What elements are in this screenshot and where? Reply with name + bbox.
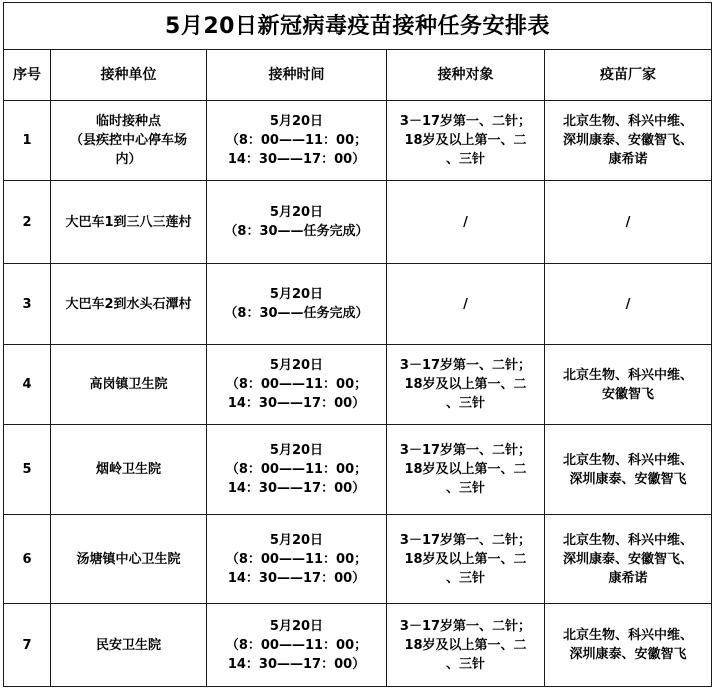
cell-target-line: / — [463, 296, 468, 312]
cell-target-line: 3－17岁第一、二针； — [399, 532, 532, 548]
cell-time-line: 14：30——17：00） — [227, 570, 366, 586]
cell-unit-line: 烟岭卫生院 — [95, 462, 161, 477]
cell-unit — [51, 345, 207, 425]
cell-time-line: （8：00——11：00； — [225, 637, 368, 653]
cell-time — [207, 264, 387, 345]
vaccination-schedule-table — [3, 2, 712, 687]
cell-target-line: 、三针 — [445, 152, 485, 167]
cell-target-line: 18岁及以上第一、二 — [404, 133, 527, 148]
cell-no: 5 — [4, 425, 51, 515]
cell-unit-line: 高岗镇卫生院 — [89, 377, 168, 392]
table-row — [4, 101, 712, 181]
cell-time-line: （8：30——任务完成） — [224, 224, 369, 239]
cell-time-line: （8：00——11：00； — [225, 462, 368, 477]
cell-vendor-line: / — [625, 296, 631, 312]
cell-target-line: 3－17岁第一、二针； — [399, 358, 532, 373]
table-row — [4, 515, 712, 604]
cell-vendor-line: 康希诺 — [608, 570, 648, 586]
cell-target-line: 18岁及以上第一、二 — [404, 551, 527, 567]
cell-target-line: / — [463, 214, 468, 230]
cell-target-line: 、三针 — [445, 396, 485, 411]
cell-unit-line: 民安卫生院 — [95, 637, 161, 653]
cell-unit-line: 汤塘镇中心卫生院 — [76, 551, 181, 567]
cell-target-line: 3－17岁第一、二针； — [399, 443, 532, 458]
cell-target — [387, 345, 545, 425]
cell-vendor-line: 北京生物、科兴中维、 — [563, 532, 694, 548]
cell-no: 6 — [4, 515, 51, 604]
cell-time-line: 5月20日 — [269, 114, 324, 129]
cell-target-line: 、三针 — [445, 481, 485, 496]
cell-vendor-line: 北京生物、科兴中维、 — [563, 452, 694, 468]
cell-vendor-line: 深圳康泰、安徽智飞、 — [563, 551, 694, 567]
cell-time-line: （8：00——11：00； — [225, 133, 368, 148]
cell-time-line: 14：30——17：00） — [227, 656, 366, 672]
cell-vendor — [545, 425, 712, 515]
cell-no: 1 — [4, 101, 51, 181]
cell-time-line: 5月20日 — [269, 532, 324, 548]
cell-time — [207, 181, 387, 264]
cell-time — [207, 604, 387, 687]
header-row — [4, 50, 712, 101]
cell-time-line: 14：30——17：00） — [227, 152, 366, 167]
cell-vendor — [545, 515, 712, 604]
header-unit: 接种单位 — [51, 50, 207, 101]
header-vendor: 疫苗厂家 — [545, 50, 712, 101]
table-title: 5月20日新冠病毒疫苗接种任务安排表 — [4, 3, 712, 50]
cell-vendor — [545, 264, 712, 345]
cell-target — [387, 181, 545, 264]
cell-vendor-line: 安徽智飞 — [602, 386, 655, 402]
table-row — [4, 345, 712, 425]
cell-vendor — [545, 181, 712, 264]
cell-target-line: 18岁及以上第一、二 — [404, 462, 527, 477]
header-no: 序号 — [4, 50, 51, 101]
cell-unit — [51, 264, 207, 345]
cell-unit-line: （县疾控中心停车场 — [69, 133, 187, 148]
cell-no: 4 — [4, 345, 51, 425]
cell-vendor-line: 深圳康泰、安徽智飞 — [569, 647, 687, 662]
cell-target — [387, 425, 545, 515]
cell-vendor-line: 北京生物、科兴中维、 — [563, 367, 694, 383]
cell-time-line: 5月20日 — [269, 618, 324, 634]
cell-time-line: 14：30——17：00） — [227, 396, 366, 411]
cell-unit — [51, 101, 207, 181]
cell-time — [207, 101, 387, 181]
cell-vendor — [545, 345, 712, 425]
cell-vendor — [545, 101, 712, 181]
table-row — [4, 425, 712, 515]
cell-target-line: 、三针 — [445, 656, 485, 672]
cell-vendor — [545, 604, 712, 687]
cell-target — [387, 515, 545, 604]
cell-target-line: 18岁及以上第一、二 — [404, 637, 527, 653]
cell-target-line: 3－17岁第一、二针； — [399, 618, 532, 634]
cell-time-line: （8：00——11：00； — [225, 377, 368, 392]
cell-target — [387, 101, 545, 181]
header-target: 接种对象 — [387, 50, 545, 101]
cell-time-line: 5月20日 — [269, 287, 324, 302]
cell-time — [207, 425, 387, 515]
cell-unit — [51, 604, 207, 687]
cell-no: 3 — [4, 264, 51, 345]
cell-vendor-line: 深圳康泰、安徽智飞 — [569, 471, 687, 487]
cell-vendor-line: 北京生物、科兴中维、 — [563, 114, 694, 129]
cell-target-line: 18岁及以上第一、二 — [404, 377, 527, 392]
cell-unit — [51, 181, 207, 264]
table-row — [4, 264, 712, 345]
cell-unit-line: 内） — [115, 152, 142, 167]
cell-time — [207, 515, 387, 604]
cell-time-line: （8：30——任务完成） — [224, 306, 369, 321]
cell-target-line: 、三针 — [445, 570, 485, 586]
header-time: 接种时间 — [207, 50, 387, 101]
cell-time-line: 5月20日 — [269, 358, 324, 373]
cell-time-line: 14：30——17：00） — [227, 481, 366, 496]
cell-target-line: 3－17岁第一、二针； — [399, 114, 532, 129]
cell-vendor-line: / — [625, 214, 631, 230]
cell-time-line: 5月20日 — [269, 205, 324, 220]
cell-unit — [51, 515, 207, 604]
cell-unit — [51, 425, 207, 515]
cell-target — [387, 604, 545, 687]
cell-vendor-line: 北京生物、科兴中维、 — [563, 628, 694, 643]
cell-target — [387, 264, 545, 345]
cell-time-line: （8：00——11：00； — [225, 551, 368, 567]
cell-time-line: 5月20日 — [269, 443, 324, 458]
table-row — [4, 604, 712, 687]
cell-vendor-line: 康希诺 — [608, 152, 648, 167]
cell-no: 7 — [4, 604, 51, 687]
cell-no: 2 — [4, 181, 51, 264]
cell-unit-line: 大巴车1到三八三莲村 — [65, 214, 192, 230]
cell-time — [207, 345, 387, 425]
cell-vendor-line: 深圳康泰、安徽智飞、 — [563, 133, 694, 148]
cell-unit-line: 临时接种点 — [95, 114, 161, 129]
table-row — [4, 181, 712, 264]
cell-unit-line: 大巴车2到水头石潭村 — [65, 296, 192, 312]
